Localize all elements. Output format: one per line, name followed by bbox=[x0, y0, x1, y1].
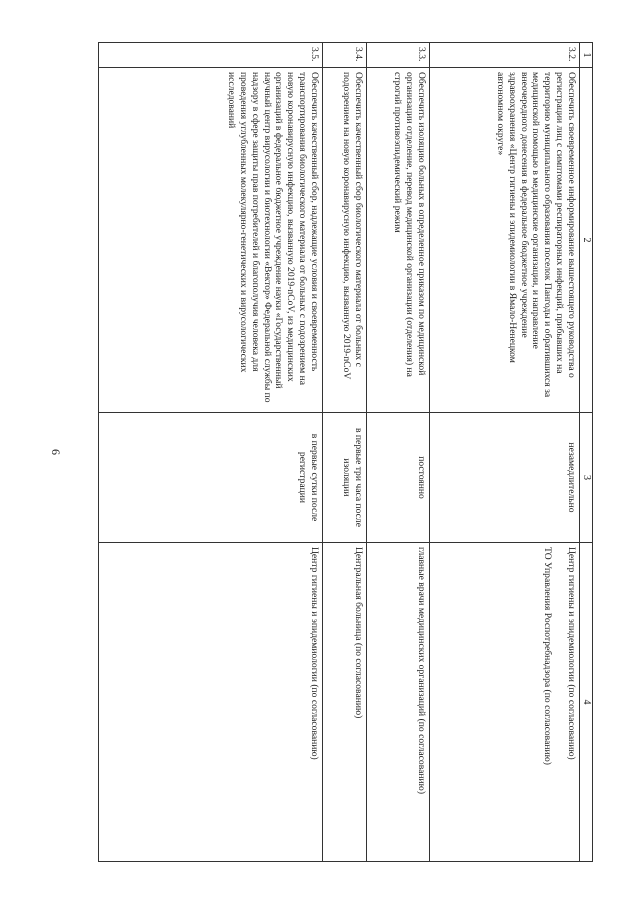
row-deadline: в первые сутки после регистрации bbox=[99, 413, 323, 543]
page-number: 6 bbox=[49, 449, 63, 455]
landscape-page bbox=[98, 42, 593, 862]
row-action: Обеспечить своевременное информирование вышестоящего руководства о регистрации лиц с симптомами респираторных инфекций, прибывших на территорию муниципального образования поселок Пангоды и обратившихся за медицинской помощью в медицинские организации, и направление внеочередного донесения в федеральное бюджетное учреждение здравоохранения «Центр гигиены и эпидемиологии в Ямало-Ненецком автономном округе» bbox=[429, 68, 579, 413]
table-row bbox=[322, 43, 366, 862]
header-col-2: 2 bbox=[579, 68, 592, 413]
row-deadline: незамедлительно bbox=[429, 413, 579, 543]
action-plan-table bbox=[98, 42, 593, 862]
row-number: 3.2. bbox=[429, 43, 579, 68]
row-responsible: главные врачи медицинских организаций (по согласованию) bbox=[366, 543, 429, 862]
table-header-row bbox=[579, 43, 592, 862]
header-col-4: 4 bbox=[579, 543, 592, 862]
row-deadline: в первые три часа после изоляции bbox=[322, 413, 366, 543]
row-responsible-secondary: ТО Управления Роспотребнадзора (по согласованию) bbox=[541, 547, 553, 765]
header-col-1: 1 bbox=[579, 43, 592, 68]
row-number: 3.3. bbox=[366, 43, 429, 68]
row-number: 3.5. bbox=[99, 43, 323, 68]
table-row bbox=[99, 43, 323, 862]
row-responsible bbox=[429, 543, 579, 862]
row-deadline: постоянно bbox=[366, 413, 429, 543]
row-action: Обеспечить качественный сбор биологического материала от больных с подозрением на новую коронавирусную инфекцию, вызванную 2019-nCoV bbox=[322, 68, 366, 413]
table-row bbox=[429, 43, 579, 862]
row-action: Обеспечить изоляцию больных в определенное приказом по медицинской организации отделение, перевод медицинской организации (отделения) на строгий противоэпидемический режим bbox=[366, 68, 429, 413]
header-col-3: 3 bbox=[579, 413, 592, 543]
rotated-table-wrapper bbox=[98, 42, 593, 862]
row-responsible-primary: Центр гигиены и эпидемиологии (по согласованию) bbox=[565, 547, 577, 760]
row-number: 3.4. bbox=[322, 43, 366, 68]
table-row bbox=[366, 43, 429, 862]
row-action: Обеспечить качественный сбор, надлежащие условия и своевременность транспортирования биологического материала от больных с подозрением на новую коронавирусную инфекцию, вызванную 2019-nCoV, из медицинских организаций в федеральное бюджетное учреждение науки «Государственный научный центр вирусологии и биотехнологии «Вектор» Федеральной службы по надзору в сфере защиты прав потребителей и благополучия человека для проведения углубленных молекулярно-генетических и вирусологических исследований bbox=[99, 68, 323, 413]
row-responsible: Центр гигиены и эпидемиологии (по согласованию) bbox=[99, 543, 323, 862]
row-responsible: Центральная больница (по согласованию) bbox=[322, 543, 366, 862]
